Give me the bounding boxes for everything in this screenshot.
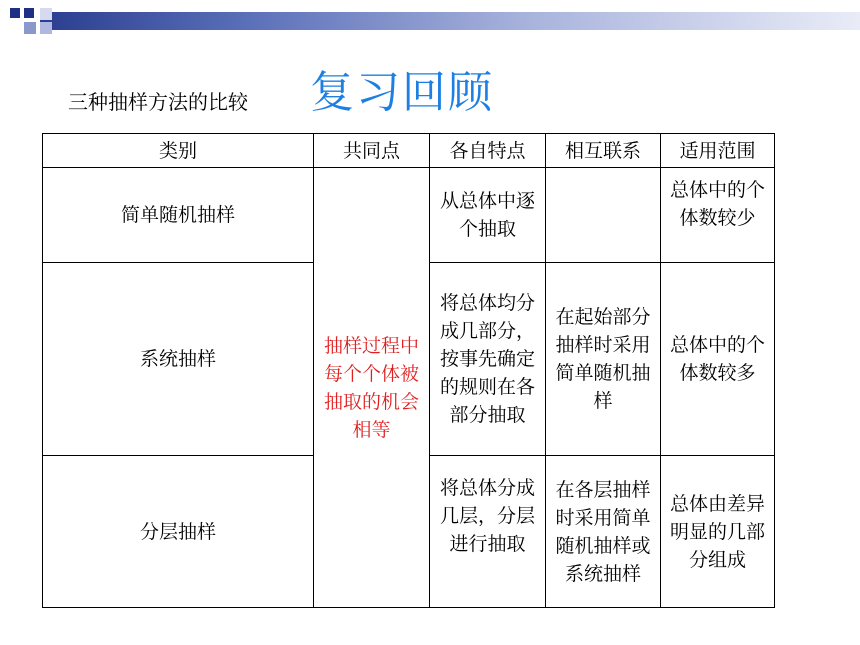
cell-common-point: 抽样过程中每个个体被抽取的机会相等 [314, 168, 430, 608]
header-common: 共同点 [314, 134, 430, 168]
table-header-row [43, 134, 775, 168]
cell-scope: 总体由差异明显的几部分组成 [661, 456, 775, 608]
cell-relation: 在起始部分抽样时采用简单随机抽样 [546, 263, 661, 456]
cell-category: 简单随机抽样 [43, 168, 314, 263]
cell-feature: 将总体均分成几部分，按事先确定的规则在各部分抽取 [430, 263, 546, 456]
cell-category: 分层抽样 [43, 456, 314, 608]
header-category: 类别 [43, 134, 314, 168]
header-scope: 适用范围 [661, 134, 775, 168]
decor-square [10, 8, 20, 18]
decor-square [24, 8, 34, 18]
cell-scope: 总体中的个体数较少 [661, 168, 775, 263]
table-row [43, 168, 775, 263]
decor-square [40, 22, 52, 34]
cell-relation [546, 168, 661, 263]
header-decoration-bar [40, 12, 860, 30]
cell-feature: 从总体中逐个抽取 [430, 168, 546, 263]
cell-relation: 在各层抽样时采用简单随机抽样或系统抽样 [546, 456, 661, 608]
decor-square [40, 8, 52, 20]
page-title: 复习回顾 [310, 67, 494, 118]
cell-category: 系统抽样 [43, 263, 314, 456]
comparison-table [42, 133, 775, 608]
decor-square [24, 22, 36, 34]
header-relation: 相互联系 [546, 134, 661, 168]
header-feature: 各自特点 [430, 134, 546, 168]
subtitle: 三种抽样方法的比较 [68, 90, 248, 114]
cell-feature: 将总体分成几层，分层进行抽取 [430, 456, 546, 608]
cell-scope: 总体中的个体数较多 [661, 263, 775, 456]
